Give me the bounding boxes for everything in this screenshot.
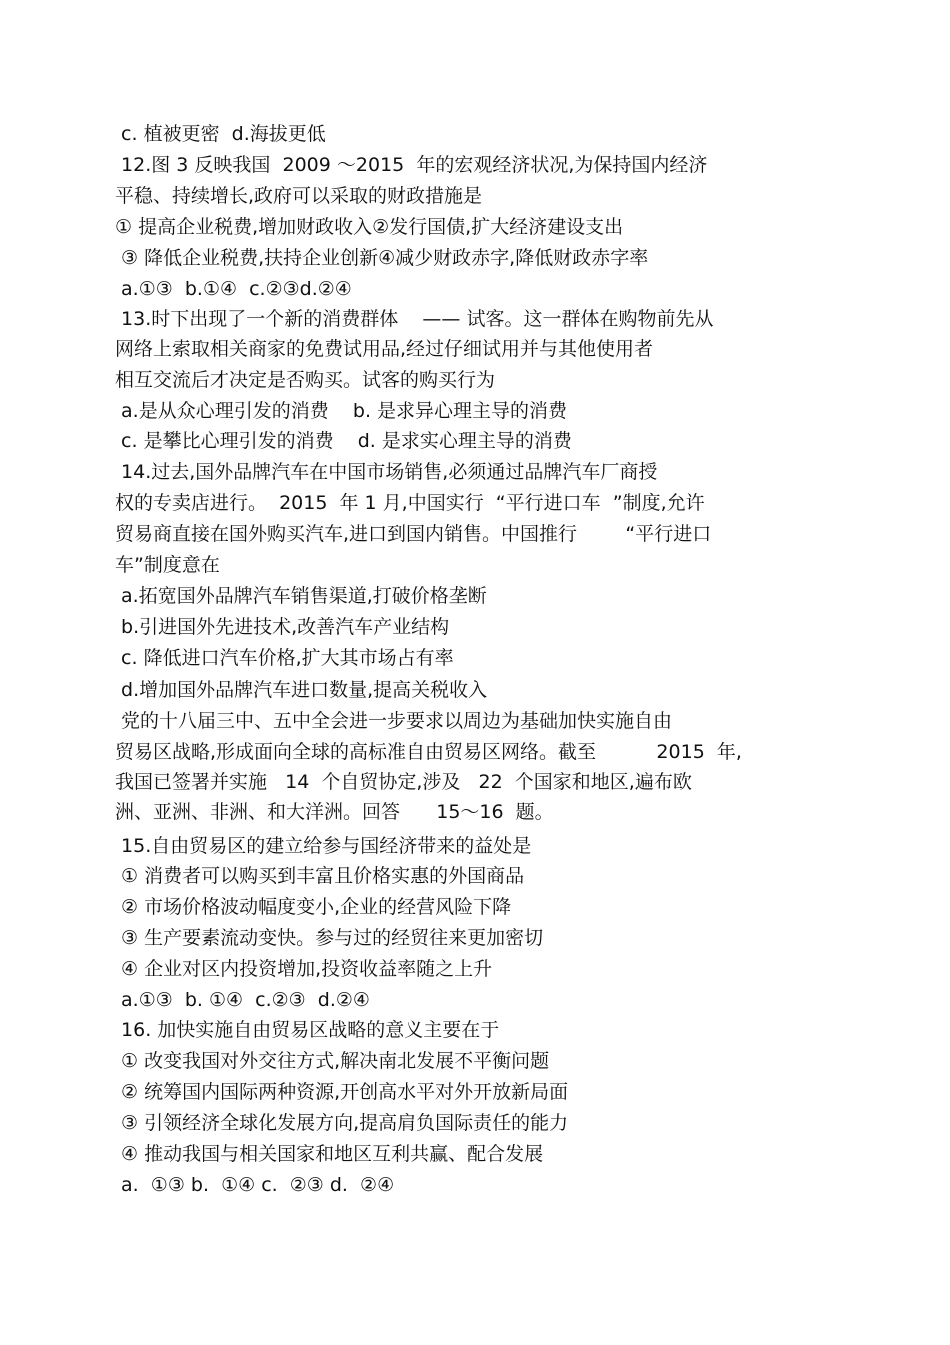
text-line: ③ 引领经济全球化发展方向,提高肩负国际责任的能力	[115, 1112, 569, 1134]
text-line: 网络上索取相关商家的免费试用品,经过仔细试用并与其他使用者	[115, 338, 654, 360]
text-line: b.引进国外先进技术,改善汽车产业结构	[115, 616, 450, 638]
text-line: 相互交流后才决定是否购买。试客的购买行为	[115, 369, 496, 391]
text-line: a.①③ b. ①④ c.②③ d.②④	[115, 989, 370, 1011]
text-line: ① 消费者可以购买到丰富且价格实惠的外国商品	[115, 865, 525, 887]
text-line: a.①③ b.①④ c.②③d.②④	[115, 278, 352, 300]
text-line: a.是从众心理引发的消费 b. 是求异心理主导的消费	[115, 400, 568, 422]
text-line: 平稳、持续增长,政府可以采取的财政措施是	[115, 185, 483, 207]
text-line: c. 植被更密 d.海拔更低	[115, 123, 326, 145]
text-line: 贸易商直接在国外购买汽车,进口到国内销售。中国推行 “平行进口	[115, 523, 712, 545]
text-line: c. 降低进口汽车价格,扩大其市场占有率	[115, 647, 454, 669]
text-line: 16. 加快实施自由贸易区战略的意义主要在于	[115, 1019, 500, 1041]
text-line: 12.图 3 反映我国 2009 ～2015 年的宏观经济状况,为保持国内经济	[115, 154, 708, 176]
text-line: 贸易区战略,形成面向全球的高标准自由贸易区网络。截至 2015 年,	[115, 741, 742, 763]
text-line: 14.过去,国外品牌汽车在中国市场销售,必须通过品牌汽车厂商授	[115, 461, 658, 483]
text-line: a.拓宽国外品牌汽车销售渠道,打破价格垄断	[115, 585, 487, 607]
text-line: 15.自由贸易区的建立给参与国经济带来的益处是	[115, 835, 532, 857]
text-line: 13.时下出现了一个新的消费群体 —— 试客。这一群体在购物前先从	[115, 308, 714, 330]
text-line: ④ 企业对区内投资增加,投资收益率随之上升	[115, 958, 493, 980]
text-line: a. ①③ b. ①④ c. ②③ d. ②④	[115, 1174, 395, 1196]
text-line: ① 提高企业税费,增加财政收入②发行国债,扩大经济建设支出	[115, 216, 624, 238]
text-line: ③ 降低企业税费,扶持企业创新④减少财政赤字,降低财政赤字率	[115, 247, 649, 269]
text-line: 车”制度意在	[115, 554, 220, 576]
text-line: ② 统筹国内国际两种资源,开创高水平对外开放新局面	[115, 1081, 569, 1103]
text-line: 权的专卖店进行。 2015 年 1 月,中国实行 “平行进口车 ”制度,允许	[115, 492, 705, 514]
text-line: 党的十八届三中、五中全会进一步要求以周边为基础加快实施自由	[115, 710, 673, 732]
text-line: 洲、亚洲、非洲、和大洋洲。回答 15～16 题。	[115, 801, 554, 823]
text-line: ④ 推动我国与相关国家和地区互利共赢、配合发展	[115, 1143, 544, 1165]
text-line: 我国已签署并实施 14 个自贸协定,涉及 22 个国家和地区,遍布欧	[115, 771, 692, 793]
text-line: d.增加国外品牌汽车进口数量,提高关税收入	[115, 679, 488, 701]
text-line: ③ 生产要素流动变快。参与过的经贸往来更加密切	[115, 927, 544, 949]
text-line: ② 市场价格波动幅度变小,企业的经营风险下降	[115, 896, 512, 918]
text-line: c. 是攀比心理引发的消费 d. 是求实心理主导的消费	[115, 430, 572, 452]
text-line: ① 改变我国对外交往方式,解决南北发展不平衡问题	[115, 1050, 550, 1072]
